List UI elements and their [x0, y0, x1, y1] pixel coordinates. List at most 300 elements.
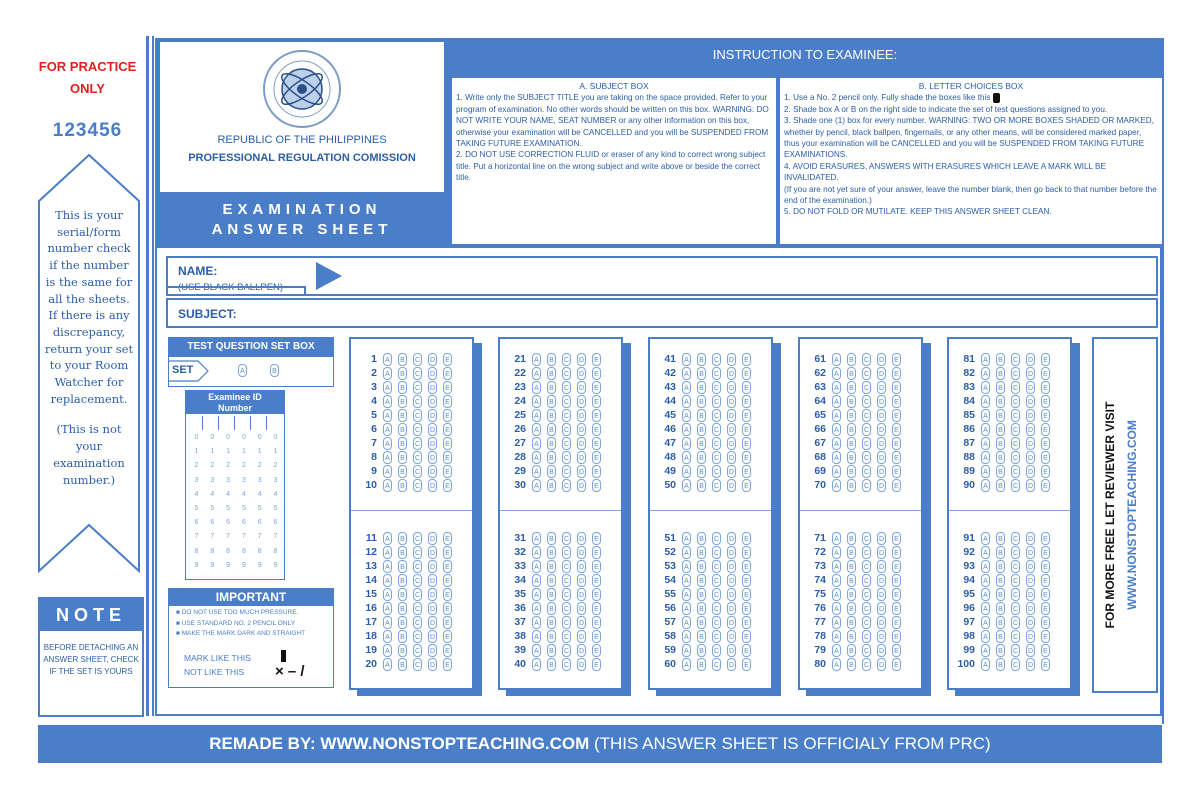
choice-bubble[interactable]: A — [981, 423, 990, 436]
choice-bubble[interactable]: C — [862, 588, 871, 601]
choice-bubble[interactable]: B — [996, 546, 1005, 559]
choice-bubble[interactable]: D — [577, 644, 586, 657]
choice-bubble[interactable]: C — [862, 658, 871, 671]
choice-bubble[interactable]: D — [577, 451, 586, 464]
choice-bubble[interactable]: A — [682, 465, 691, 478]
choice-bubble[interactable]: C — [862, 465, 871, 478]
choice-bubble[interactable]: B — [547, 588, 556, 601]
id-digit-bubble[interactable]: 8 — [257, 547, 262, 555]
choice-bubble[interactable]: A — [981, 658, 990, 671]
choice-bubble[interactable]: E — [592, 479, 601, 492]
choice-bubble[interactable]: D — [428, 409, 437, 422]
id-digit-bubble[interactable]: 5 — [273, 504, 278, 512]
choice-bubble[interactable]: E — [443, 546, 452, 559]
id-digit-bubble[interactable]: 9 — [241, 561, 246, 569]
choice-bubble[interactable]: A — [682, 602, 691, 615]
choice-bubble[interactable]: A — [532, 574, 541, 587]
choice-bubble[interactable]: B — [697, 588, 706, 601]
choice-bubble[interactable]: B — [547, 367, 556, 380]
choice-bubble[interactable]: A — [383, 644, 392, 657]
choice-bubble[interactable]: B — [547, 658, 556, 671]
choice-bubble[interactable]: B — [398, 367, 407, 380]
choice-bubble[interactable]: E — [1041, 409, 1050, 422]
id-digit-bubble[interactable]: 2 — [226, 462, 231, 470]
choice-bubble[interactable]: C — [1011, 451, 1020, 464]
id-digit-bubble[interactable]: 1 — [194, 448, 199, 456]
choice-bubble[interactable]: B — [996, 451, 1005, 464]
choice-bubble[interactable]: B — [398, 381, 407, 394]
choice-bubble[interactable]: A — [981, 451, 990, 464]
choice-bubble[interactable]: B — [697, 437, 706, 450]
choice-bubble[interactable]: E — [1041, 644, 1050, 657]
id-digit-bubble[interactable]: 0 — [257, 434, 262, 441]
choice-bubble[interactable]: E — [742, 409, 751, 422]
id-digit-bubble[interactable]: 6 — [226, 519, 231, 527]
choice-bubble[interactable]: E — [592, 451, 601, 464]
choice-bubble[interactable]: C — [712, 602, 721, 615]
choice-bubble[interactable]: C — [562, 658, 571, 671]
choice-bubble[interactable]: A — [832, 532, 841, 545]
id-digit-bubble[interactable]: 9 — [210, 561, 215, 569]
choice-bubble[interactable]: A — [832, 395, 841, 408]
choice-bubble[interactable]: D — [428, 437, 437, 450]
choice-bubble[interactable]: A — [832, 602, 841, 615]
choice-bubble[interactable]: D — [727, 367, 736, 380]
choice-bubble[interactable]: B — [996, 409, 1005, 422]
choice-bubble[interactable]: D — [727, 560, 736, 573]
choice-bubble[interactable]: D — [877, 451, 886, 464]
choice-bubble[interactable]: A — [981, 630, 990, 643]
choice-bubble[interactable]: D — [1026, 437, 1035, 450]
id-digit-bubble[interactable]: 8 — [194, 547, 199, 555]
id-digit-bubble[interactable]: 3 — [273, 476, 278, 484]
choice-bubble[interactable]: C — [562, 546, 571, 559]
choice-bubble[interactable]: C — [562, 588, 571, 601]
choice-bubble[interactable]: D — [577, 616, 586, 629]
choice-bubble[interactable]: D — [1026, 381, 1035, 394]
choice-bubble[interactable]: E — [592, 381, 601, 394]
choice-bubble[interactable]: E — [443, 574, 452, 587]
choice-bubble[interactable]: C — [862, 644, 871, 657]
choice-bubble[interactable]: B — [996, 658, 1005, 671]
choice-bubble[interactable]: E — [892, 630, 901, 643]
choice-bubble[interactable]: B — [847, 423, 856, 436]
choice-bubble[interactable]: B — [398, 546, 407, 559]
choice-bubble[interactable]: B — [697, 574, 706, 587]
choice-bubble[interactable]: D — [1026, 423, 1035, 436]
choice-bubble[interactable]: C — [712, 353, 721, 366]
choice-bubble[interactable]: E — [892, 353, 901, 366]
choice-bubble[interactable]: B — [847, 574, 856, 587]
choice-bubble[interactable]: B — [996, 616, 1005, 629]
choice-bubble[interactable]: B — [398, 451, 407, 464]
choice-bubble[interactable]: C — [413, 381, 422, 394]
choice-bubble[interactable]: C — [712, 658, 721, 671]
choice-bubble[interactable]: C — [712, 574, 721, 587]
choice-bubble[interactable]: B — [847, 658, 856, 671]
choice-bubble[interactable]: A — [981, 602, 990, 615]
id-digit-bubble[interactable]: 9 — [257, 561, 262, 569]
choice-bubble[interactable]: E — [592, 367, 601, 380]
choice-bubble[interactable]: E — [443, 381, 452, 394]
id-digit-bubble[interactable]: 8 — [210, 547, 215, 555]
choice-bubble[interactable]: C — [712, 381, 721, 394]
id-digit-bubble[interactable]: 3 — [257, 476, 262, 484]
choice-bubble[interactable]: E — [742, 644, 751, 657]
choice-bubble[interactable]: A — [383, 532, 392, 545]
choice-bubble[interactable]: D — [727, 574, 736, 587]
choice-bubble[interactable]: D — [727, 353, 736, 366]
choice-bubble[interactable]: A — [383, 546, 392, 559]
choice-bubble[interactable]: D — [877, 588, 886, 601]
choice-bubble[interactable]: D — [877, 353, 886, 366]
choice-bubble[interactable]: D — [1026, 574, 1035, 587]
choice-bubble[interactable]: E — [443, 423, 452, 436]
choice-bubble[interactable]: E — [892, 451, 901, 464]
choice-bubble[interactable]: D — [1026, 546, 1035, 559]
choice-bubble[interactable]: A — [981, 616, 990, 629]
choice-bubble[interactable]: C — [413, 574, 422, 587]
choice-bubble[interactable]: C — [562, 423, 571, 436]
choice-bubble[interactable]: E — [592, 630, 601, 643]
choice-bubble[interactable]: D — [877, 409, 886, 422]
choice-bubble[interactable]: A — [383, 602, 392, 615]
id-digit-bubble[interactable]: 0 — [210, 434, 215, 441]
choice-bubble[interactable]: B — [547, 616, 556, 629]
choice-bubble[interactable]: D — [428, 395, 437, 408]
id-digit-bubble[interactable]: 5 — [257, 504, 262, 512]
choice-bubble[interactable]: D — [428, 451, 437, 464]
choice-bubble[interactable]: A — [532, 395, 541, 408]
id-digit-bubble[interactable]: 0 — [226, 434, 231, 441]
choice-bubble[interactable]: B — [547, 437, 556, 450]
choice-bubble[interactable]: E — [1041, 381, 1050, 394]
choice-bubble[interactable]: E — [1041, 574, 1050, 587]
choice-bubble[interactable]: B — [547, 409, 556, 422]
choice-bubble[interactable]: A — [532, 465, 541, 478]
choice-bubble[interactable]: D — [727, 602, 736, 615]
choice-bubble[interactable]: C — [413, 409, 422, 422]
choice-bubble[interactable]: C — [712, 532, 721, 545]
choice-bubble[interactable]: B — [547, 560, 556, 573]
choice-bubble[interactable]: C — [1011, 658, 1020, 671]
choice-bubble[interactable]: C — [862, 602, 871, 615]
choice-bubble[interactable]: C — [413, 423, 422, 436]
choice-bubble[interactable]: B — [398, 644, 407, 657]
choice-bubble[interactable]: E — [892, 644, 901, 657]
choice-bubble[interactable]: D — [877, 616, 886, 629]
choice-bubble[interactable]: C — [562, 465, 571, 478]
choice-bubble[interactable]: C — [413, 367, 422, 380]
choice-bubble[interactable]: C — [862, 395, 871, 408]
id-digit-bubble[interactable]: 7 — [194, 533, 199, 541]
choice-bubble[interactable]: C — [1011, 546, 1020, 559]
choice-bubble[interactable]: E — [892, 560, 901, 573]
choice-bubble[interactable]: C — [562, 395, 571, 408]
id-digit-bubble[interactable]: 4 — [210, 490, 215, 498]
choice-bubble[interactable]: D — [577, 353, 586, 366]
id-digit-bubble[interactable]: 5 — [241, 504, 246, 512]
choice-bubble[interactable]: D — [577, 437, 586, 450]
choice-bubble[interactable]: E — [1041, 479, 1050, 492]
choice-bubble[interactable]: A — [532, 423, 541, 436]
choice-bubble[interactable]: E — [1041, 630, 1050, 643]
choice-bubble[interactable]: E — [443, 658, 452, 671]
choice-bubble[interactable]: B — [547, 532, 556, 545]
id-digit-bubble[interactable]: 0 — [273, 434, 278, 441]
id-digit-bubble[interactable]: 2 — [241, 462, 246, 470]
choice-bubble[interactable]: C — [1011, 616, 1020, 629]
choice-bubble[interactable]: D — [428, 381, 437, 394]
choice-bubble[interactable]: C — [1011, 532, 1020, 545]
choice-bubble[interactable]: A — [981, 437, 990, 450]
choice-bubble[interactable]: C — [413, 546, 422, 559]
choice-bubble[interactable]: C — [712, 395, 721, 408]
choice-bubble[interactable]: A — [532, 451, 541, 464]
choice-bubble[interactable]: B — [996, 532, 1005, 545]
choice-bubble[interactable]: D — [577, 574, 586, 587]
choice-bubble[interactable]: B — [996, 367, 1005, 380]
id-digit-bubble[interactable]: 2 — [210, 462, 215, 470]
choice-bubble[interactable]: C — [1011, 602, 1020, 615]
choice-bubble[interactable]: C — [712, 644, 721, 657]
id-write-row[interactable] — [187, 416, 283, 430]
choice-bubble[interactable]: C — [862, 353, 871, 366]
choice-bubble[interactable]: E — [892, 658, 901, 671]
choice-bubble[interactable]: E — [1041, 560, 1050, 573]
choice-bubble[interactable]: A — [981, 409, 990, 422]
choice-bubble[interactable]: B — [547, 465, 556, 478]
choice-bubble[interactable]: E — [892, 479, 901, 492]
choice-bubble[interactable]: B — [996, 353, 1005, 366]
choice-bubble[interactable]: D — [727, 409, 736, 422]
choice-bubble[interactable]: D — [577, 532, 586, 545]
choice-bubble[interactable]: B — [398, 630, 407, 643]
choice-bubble[interactable]: B — [996, 574, 1005, 587]
choice-bubble[interactable]: B — [547, 574, 556, 587]
choice-bubble[interactable]: E — [443, 532, 452, 545]
choice-bubble[interactable]: A — [832, 588, 841, 601]
choice-bubble[interactable]: E — [1041, 451, 1050, 464]
choice-bubble[interactable]: A — [832, 574, 841, 587]
choice-bubble[interactable]: A — [981, 644, 990, 657]
choice-bubble[interactable]: D — [1026, 560, 1035, 573]
choice-bubble[interactable]: C — [712, 546, 721, 559]
choice-bubble[interactable]: B — [847, 560, 856, 573]
choice-bubble[interactable]: C — [862, 574, 871, 587]
choice-bubble[interactable]: A — [832, 465, 841, 478]
choice-bubble[interactable]: A — [383, 395, 392, 408]
choice-bubble[interactable]: C — [413, 437, 422, 450]
choice-bubble[interactable]: C — [562, 367, 571, 380]
choice-bubble[interactable]: D — [1026, 395, 1035, 408]
choice-bubble[interactable]: E — [1041, 437, 1050, 450]
choice-bubble[interactable]: E — [592, 616, 601, 629]
choice-bubble[interactable]: A — [981, 381, 990, 394]
choice-bubble[interactable]: C — [862, 409, 871, 422]
choice-bubble[interactable]: B — [847, 644, 856, 657]
choice-bubble[interactable]: A — [532, 479, 541, 492]
choice-bubble[interactable]: E — [892, 465, 901, 478]
choice-bubble[interactable]: D — [428, 644, 437, 657]
choice-bubble[interactable]: A — [981, 532, 990, 545]
choice-bubble[interactable]: D — [428, 423, 437, 436]
choice-bubble[interactable]: E — [592, 437, 601, 450]
choice-bubble[interactable]: E — [892, 367, 901, 380]
choice-bubble[interactable]: E — [1041, 546, 1050, 559]
choice-bubble[interactable]: C — [712, 437, 721, 450]
id-digit-bubble[interactable]: 7 — [210, 533, 215, 541]
choice-bubble[interactable]: C — [413, 616, 422, 629]
choice-bubble[interactable]: C — [413, 560, 422, 573]
choice-bubble[interactable]: B — [996, 381, 1005, 394]
choice-bubble[interactable]: D — [428, 630, 437, 643]
choice-bubble[interactable]: A — [383, 465, 392, 478]
choice-bubble[interactable]: E — [1041, 353, 1050, 366]
choice-bubble[interactable]: A — [832, 381, 841, 394]
choice-bubble[interactable]: E — [742, 630, 751, 643]
choice-bubble[interactable]: C — [562, 353, 571, 366]
choice-bubble[interactable]: A — [682, 381, 691, 394]
choice-bubble[interactable]: A — [682, 574, 691, 587]
choice-bubble[interactable]: E — [443, 451, 452, 464]
choice-bubble[interactable]: A — [832, 658, 841, 671]
choice-bubble[interactable]: C — [712, 588, 721, 601]
id-digit-bubble[interactable]: 8 — [226, 547, 231, 555]
choice-bubble[interactable]: C — [1011, 644, 1020, 657]
choice-bubble[interactable]: D — [428, 353, 437, 366]
choice-bubble[interactable]: D — [1026, 465, 1035, 478]
choice-bubble[interactable]: E — [742, 465, 751, 478]
choice-bubble[interactable]: E — [443, 479, 452, 492]
choice-bubble[interactable]: D — [577, 602, 586, 615]
choice-bubble[interactable]: A — [832, 437, 841, 450]
choice-bubble[interactable]: B — [398, 616, 407, 629]
choice-bubble[interactable]: D — [428, 616, 437, 629]
choice-bubble[interactable]: C — [413, 588, 422, 601]
choice-bubble[interactable]: C — [862, 423, 871, 436]
choice-bubble[interactable]: E — [443, 588, 452, 601]
choice-bubble[interactable]: E — [443, 630, 452, 643]
choice-bubble[interactable]: E — [892, 423, 901, 436]
choice-bubble[interactable]: C — [413, 532, 422, 545]
choice-bubble[interactable]: E — [592, 644, 601, 657]
id-digit-bubble[interactable]: 6 — [210, 519, 215, 527]
choice-bubble[interactable]: B — [547, 395, 556, 408]
choice-bubble[interactable]: E — [1041, 367, 1050, 380]
choice-bubble[interactable]: E — [592, 409, 601, 422]
choice-bubble[interactable]: C — [562, 437, 571, 450]
choice-bubble[interactable]: E — [443, 367, 452, 380]
choice-bubble[interactable]: D — [727, 616, 736, 629]
choice-bubble[interactable]: A — [383, 574, 392, 587]
choice-bubble[interactable]: D — [428, 367, 437, 380]
choice-bubble[interactable]: D — [877, 395, 886, 408]
choice-bubble[interactable]: D — [727, 479, 736, 492]
choice-bubble[interactable]: A — [532, 532, 541, 545]
choice-bubble[interactable]: B — [847, 532, 856, 545]
choice-bubble[interactable]: E — [742, 479, 751, 492]
choice-bubble[interactable]: A — [682, 437, 691, 450]
choice-bubble[interactable]: B — [847, 546, 856, 559]
choice-bubble[interactable]: B — [697, 560, 706, 573]
choice-bubble[interactable]: B — [547, 602, 556, 615]
choice-bubble[interactable]: B — [547, 644, 556, 657]
choice-bubble[interactable]: B — [847, 409, 856, 422]
choice-bubble[interactable]: C — [413, 395, 422, 408]
choice-bubble[interactable]: D — [577, 560, 586, 573]
choice-bubble[interactable]: B — [697, 409, 706, 422]
choice-bubble[interactable]: A — [532, 630, 541, 643]
choice-bubble[interactable]: A — [832, 409, 841, 422]
choice-bubble[interactable]: D — [877, 532, 886, 545]
id-digit-bubble[interactable]: 2 — [257, 462, 262, 470]
id-digit-bubble[interactable]: 9 — [273, 561, 278, 569]
choice-bubble[interactable]: B — [996, 560, 1005, 573]
id-digit-bubble[interactable]: 3 — [194, 476, 199, 484]
choice-bubble[interactable]: B — [697, 630, 706, 643]
choice-bubble[interactable]: C — [413, 451, 422, 464]
choice-bubble[interactable]: B — [398, 574, 407, 587]
choice-bubble[interactable]: C — [413, 602, 422, 615]
choice-bubble[interactable]: B — [697, 479, 706, 492]
choice-bubble[interactable]: D — [1026, 644, 1035, 657]
id-digit-bubble[interactable]: 3 — [226, 476, 231, 484]
id-digit-bubble[interactable]: 4 — [241, 490, 246, 498]
choice-bubble[interactable]: B — [398, 423, 407, 436]
choice-bubble[interactable]: E — [892, 616, 901, 629]
choice-bubble[interactable]: D — [428, 658, 437, 671]
choice-bubble[interactable]: A — [682, 616, 691, 629]
choice-bubble[interactable]: C — [712, 616, 721, 629]
id-digit-bubble[interactable]: 4 — [194, 490, 199, 498]
choice-bubble[interactable]: A — [532, 658, 541, 671]
choice-bubble[interactable]: D — [1026, 588, 1035, 601]
choice-bubble[interactable]: D — [1026, 602, 1035, 615]
choice-bubble[interactable]: A — [532, 644, 541, 657]
set-b-bubble[interactable]: B — [270, 364, 279, 377]
choice-bubble[interactable]: A — [981, 465, 990, 478]
choice-bubble[interactable]: C — [562, 616, 571, 629]
choice-bubble[interactable]: E — [443, 602, 452, 615]
choice-bubble[interactable]: A — [532, 546, 541, 559]
choice-bubble[interactable]: E — [892, 588, 901, 601]
choice-bubble[interactable]: C — [862, 532, 871, 545]
choice-bubble[interactable]: D — [577, 381, 586, 394]
choice-bubble[interactable]: A — [383, 423, 392, 436]
choice-bubble[interactable]: E — [1041, 616, 1050, 629]
choice-bubble[interactable]: C — [1011, 381, 1020, 394]
choice-bubble[interactable]: C — [562, 630, 571, 643]
id-digit-bubble[interactable]: 4 — [226, 490, 231, 498]
choice-bubble[interactable]: D — [1026, 451, 1035, 464]
id-digit-bubble[interactable]: 6 — [257, 519, 262, 527]
choice-bubble[interactable]: C — [562, 560, 571, 573]
choice-bubble[interactable]: D — [577, 395, 586, 408]
choice-bubble[interactable]: C — [712, 423, 721, 436]
choice-bubble[interactable]: D — [877, 630, 886, 643]
choice-bubble[interactable]: A — [682, 423, 691, 436]
id-digit-bubble[interactable]: 6 — [194, 519, 199, 527]
choice-bubble[interactable]: C — [712, 465, 721, 478]
choice-bubble[interactable]: C — [862, 381, 871, 394]
choice-bubble[interactable]: A — [682, 367, 691, 380]
id-digit-bubble[interactable]: 0 — [194, 434, 199, 441]
choice-bubble[interactable]: C — [413, 630, 422, 643]
choice-bubble[interactable]: A — [682, 451, 691, 464]
choice-bubble[interactable]: A — [532, 437, 541, 450]
choice-bubble[interactable]: D — [1026, 616, 1035, 629]
